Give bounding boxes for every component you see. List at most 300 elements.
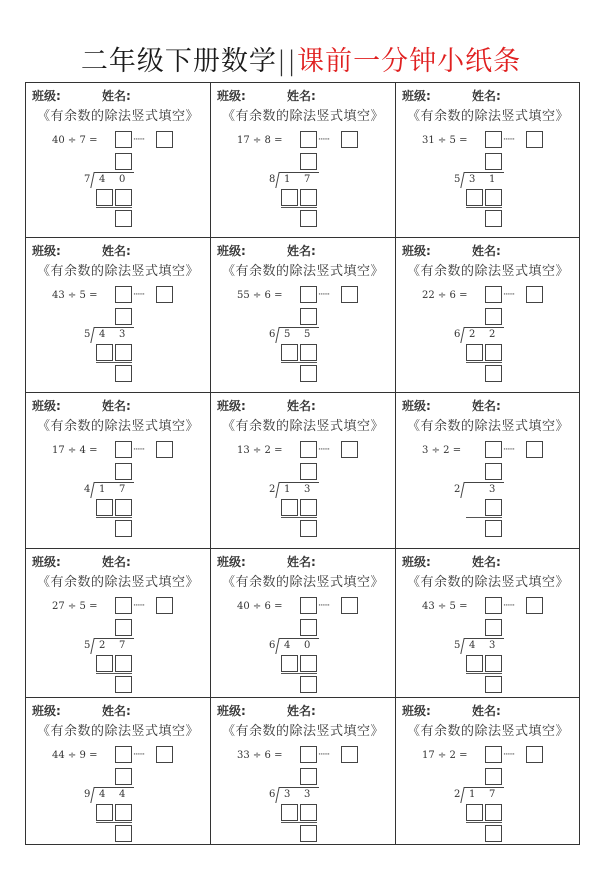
problem-slip: [211, 393, 396, 549]
slip-subtitle: 《有余数的除法竖式填空》: [221, 109, 384, 124]
equation-divisor: 2: [443, 445, 450, 456]
equation-dividend: 27: [52, 601, 65, 612]
slip-header: [402, 242, 501, 259]
remainder-box[interactable]: [300, 210, 317, 227]
vertical-quotient-box[interactable]: [300, 153, 317, 170]
equation-dividend: 43: [422, 601, 435, 612]
long-division-divisor: 6: [269, 789, 276, 800]
division-bracket: [275, 787, 281, 803]
equation-dividend: 43: [52, 290, 65, 301]
divide-sign: ÷: [437, 750, 447, 761]
dividend-digit-tens: 2: [469, 329, 476, 340]
product-ones-box[interactable]: [300, 804, 317, 821]
class-label: 班级:: [32, 555, 61, 569]
product-ones-box[interactable]: [115, 344, 132, 361]
product-ones-box[interactable]: [300, 344, 317, 361]
divide-sign: ÷: [252, 750, 262, 761]
equation: [237, 135, 282, 146]
remainder-answer-box[interactable]: [526, 746, 543, 763]
product-tens-box[interactable]: [96, 655, 113, 672]
remainder-box[interactable]: [300, 825, 317, 842]
problem-slip: [396, 549, 580, 698]
remainder-dots: ······: [133, 445, 145, 455]
remainder-dots: ······: [318, 601, 330, 611]
product-tens-box[interactable]: [466, 804, 483, 821]
slip-subtitle: 《有余数的除法竖式填空》: [406, 264, 569, 279]
dividend-digit-tens: 1: [469, 789, 476, 800]
class-label: 班级:: [402, 244, 431, 258]
dividend-digit-ones: 3: [489, 640, 496, 651]
slip-subtitle: 《有余数的除法竖式填空》: [221, 724, 384, 739]
division-bar: [279, 172, 319, 173]
divide-sign: ÷: [67, 135, 77, 146]
division-bar: [94, 482, 134, 483]
equation-divisor: 9: [79, 750, 86, 761]
vertical-quotient-box[interactable]: [300, 619, 317, 636]
quotient-answer-box[interactable]: [115, 131, 132, 148]
problem-slip: [211, 83, 396, 238]
equals-sign: =: [89, 601, 98, 612]
name-label: 姓名:: [472, 89, 501, 103]
remainder-answer-box[interactable]: [156, 131, 173, 148]
vertical-quotient-box[interactable]: [300, 308, 317, 325]
slip-header: [402, 702, 501, 719]
problem-slip: [26, 549, 211, 698]
remainder-answer-box[interactable]: [341, 131, 358, 148]
dividend-digit-ones: 7: [119, 484, 126, 495]
name-label: 姓名:: [287, 399, 316, 413]
remainder-box[interactable]: [115, 825, 132, 842]
divide-sign: ÷: [252, 290, 262, 301]
class-label: 班级:: [32, 244, 61, 258]
product-tens-box[interactable]: [281, 189, 298, 206]
dividend-digit-ones: 3: [304, 484, 311, 495]
product-ones-box[interactable]: [485, 499, 502, 516]
remainder-answer-box[interactable]: [156, 441, 173, 458]
class-label: 班级:: [32, 89, 61, 103]
equation-divisor: 8: [264, 135, 271, 146]
class-label: 班级:: [402, 399, 431, 413]
remainder-answer-box[interactable]: [156, 746, 173, 763]
remainder-box[interactable]: [485, 825, 502, 842]
subtraction-line: [466, 207, 502, 208]
vertical-quotient-box[interactable]: [115, 768, 132, 785]
subtraction-line: [96, 362, 132, 363]
name-label: 姓名:: [287, 244, 316, 258]
long-division-divisor: 9: [84, 789, 91, 800]
name-label: 姓名:: [472, 704, 501, 718]
title-slip-name: 课前一分钟小纸条: [297, 46, 522, 77]
remainder-dots: ······: [133, 290, 145, 300]
remainder-box[interactable]: [115, 365, 132, 382]
remainder-answer-box[interactable]: [341, 597, 358, 614]
equation-dividend: 17: [52, 445, 65, 456]
name-label: 姓名:: [102, 704, 131, 718]
divide-sign: ÷: [67, 445, 77, 456]
class-label: 班级:: [217, 244, 246, 258]
divide-sign: ÷: [437, 135, 447, 146]
title-grade-subject: 二年级下册数学: [80, 46, 277, 77]
division-bracket: [275, 638, 281, 654]
equation-divisor: 2: [264, 445, 271, 456]
quotient-answer-box[interactable]: [115, 286, 132, 303]
remainder-answer-box[interactable]: [526, 286, 543, 303]
vertical-quotient-box[interactable]: [485, 619, 502, 636]
quotient-answer-box[interactable]: [115, 746, 132, 763]
slip-subtitle: 《有余数的除法竖式填空》: [36, 264, 199, 279]
long-division-divisor: 4: [84, 484, 91, 495]
equation: [422, 445, 461, 456]
remainder-answer-box[interactable]: [526, 441, 543, 458]
remainder-box[interactable]: [300, 676, 317, 693]
vertical-quotient-box[interactable]: [300, 768, 317, 785]
equals-sign: =: [274, 601, 283, 612]
dividend-digit-ones: 7: [304, 174, 311, 185]
class-label: 班级:: [402, 704, 431, 718]
division-bar: [464, 482, 504, 483]
product-ones-box[interactable]: [485, 189, 502, 206]
equation: [422, 290, 467, 301]
class-label: 班级:: [32, 399, 61, 413]
division-bracket: [275, 172, 281, 188]
dividend-digit-tens: 4: [284, 640, 291, 651]
product-ones-box[interactable]: [115, 655, 132, 672]
dividend-digit-tens: 4: [99, 789, 106, 800]
remainder-answer-box[interactable]: [341, 746, 358, 763]
dividend-digit-ones: 0: [304, 640, 311, 651]
division-bracket: [90, 327, 96, 343]
divide-sign: ÷: [67, 750, 77, 761]
problem-slip: [26, 238, 211, 393]
quotient-answer-box[interactable]: [485, 286, 502, 303]
slip-header: [32, 87, 131, 104]
remainder-box[interactable]: [300, 365, 317, 382]
class-label: 班级:: [217, 704, 246, 718]
equals-sign: =: [89, 445, 98, 456]
remainder-box[interactable]: [115, 210, 132, 227]
problem-slip: [26, 83, 211, 238]
vertical-quotient-box[interactable]: [485, 463, 502, 480]
product-ones-box[interactable]: [115, 189, 132, 206]
equation-divisor: 5: [79, 601, 86, 612]
problem-slip: [211, 238, 396, 393]
equation-dividend: 40: [237, 601, 250, 612]
equation: [52, 750, 97, 761]
class-label: 班级:: [32, 704, 61, 718]
class-label: 班级:: [402, 89, 431, 103]
remainder-dots: ······: [503, 135, 515, 145]
slip-header: [402, 553, 501, 570]
name-label: 姓名:: [287, 555, 316, 569]
product-tens-box[interactable]: [281, 804, 298, 821]
problem-slip: [396, 393, 580, 549]
product-ones-box[interactable]: [485, 655, 502, 672]
dividend-digit-tens: 1: [284, 484, 291, 495]
equation: [422, 601, 467, 612]
equation: [237, 290, 282, 301]
remainder-box[interactable]: [300, 520, 317, 537]
quotient-answer-box[interactable]: [300, 286, 317, 303]
remainder-dots: ······: [503, 601, 515, 611]
slip-header: [217, 87, 316, 104]
division-bracket: [460, 327, 466, 343]
product-ones-box[interactable]: [115, 804, 132, 821]
slip-header: [402, 87, 501, 104]
division-bar: [464, 327, 504, 328]
equals-sign: =: [274, 290, 283, 301]
remainder-answer-box[interactable]: [156, 286, 173, 303]
long-division-divisor: 6: [269, 640, 276, 651]
equals-sign: =: [89, 135, 98, 146]
product-ones-box[interactable]: [115, 499, 132, 516]
name-label: 姓名:: [287, 704, 316, 718]
product-ones-box[interactable]: [485, 804, 502, 821]
equation-dividend: 44: [52, 750, 65, 761]
remainder-dots: ······: [318, 750, 330, 760]
divide-sign: ÷: [252, 135, 262, 146]
vertical-quotient-box[interactable]: [115, 153, 132, 170]
divide-sign: ÷: [437, 290, 447, 301]
quotient-answer-box[interactable]: [115, 597, 132, 614]
equation-dividend: 3: [422, 445, 429, 456]
equation-dividend: 33: [237, 750, 250, 761]
division-bracket: [275, 327, 281, 343]
equals-sign: =: [274, 445, 283, 456]
slip-header: [217, 242, 316, 259]
divide-sign: ÷: [252, 601, 262, 612]
equation: [237, 750, 282, 761]
name-label: 姓名:: [287, 89, 316, 103]
slip-header: [217, 553, 316, 570]
equation-dividend: 40: [52, 135, 65, 146]
remainder-dots: ······: [503, 750, 515, 760]
remainder-dots: ······: [133, 135, 145, 145]
division-bracket: [460, 172, 466, 188]
name-label: 姓名:: [472, 555, 501, 569]
slip-header: [217, 397, 316, 414]
division-bracket: [90, 787, 96, 803]
product-tens-box[interactable]: [281, 499, 298, 516]
vertical-quotient-box[interactable]: [485, 153, 502, 170]
class-label: 班级:: [217, 555, 246, 569]
product-ones-box[interactable]: [300, 189, 317, 206]
worksheet-grid: [25, 82, 580, 845]
subtraction-line: [96, 673, 132, 674]
long-division-divisor: 6: [269, 329, 276, 340]
product-tens-box[interactable]: [96, 344, 113, 361]
equation-divisor: 6: [264, 290, 271, 301]
division-bar: [464, 638, 504, 639]
slip-header: [217, 702, 316, 719]
subtraction-line: [281, 207, 317, 208]
division-bracket: [460, 638, 466, 654]
dividend-digit-tens: 4: [99, 174, 106, 185]
slip-subtitle: 《有余数的除法竖式填空》: [221, 264, 384, 279]
equation-divisor: 5: [449, 601, 456, 612]
vertical-quotient-box[interactable]: [115, 619, 132, 636]
remainder-dots: ······: [503, 290, 515, 300]
quotient-answer-box[interactable]: [485, 441, 502, 458]
division-bar: [279, 787, 319, 788]
quotient-answer-box[interactable]: [485, 131, 502, 148]
dividend-digit-tens: 4: [469, 640, 476, 651]
equation-dividend: 55: [237, 290, 250, 301]
slip-subtitle: 《有余数的除法竖式填空》: [221, 419, 384, 434]
product-tens-box[interactable]: [96, 804, 113, 821]
product-tens-box[interactable]: [96, 499, 113, 516]
equation: [52, 601, 97, 612]
long-division-divisor: 2: [269, 484, 276, 495]
dividend-digit-ones: 3: [119, 329, 126, 340]
divide-sign: ÷: [67, 290, 77, 301]
long-division-divisor: 8: [269, 174, 276, 185]
subtraction-line: [281, 517, 317, 518]
division-bar: [279, 482, 319, 483]
dividend-digit-tens: 2: [99, 640, 106, 651]
dividend-digit-ones: 0: [119, 174, 126, 185]
vertical-quotient-box[interactable]: [485, 768, 502, 785]
equals-sign: =: [452, 445, 462, 456]
problem-slip: [396, 698, 580, 845]
remainder-box[interactable]: [485, 676, 502, 693]
remainder-box[interactable]: [115, 676, 132, 693]
problem-slip: [211, 549, 396, 698]
product-ones-box[interactable]: [485, 344, 502, 361]
dividend-digit-tens: 5: [284, 329, 291, 340]
division-bar: [464, 172, 504, 173]
dividend-digit-tens: 1: [284, 174, 291, 185]
slip-subtitle: 《有余数的除法竖式填空》: [36, 109, 199, 124]
dividend-digit-tens: 1: [99, 484, 106, 495]
division-bar: [279, 327, 319, 328]
product-tens-box[interactable]: [466, 189, 483, 206]
problem-slip: [396, 238, 580, 393]
vertical-quotient-box[interactable]: [115, 463, 132, 480]
product-tens-box[interactable]: [281, 655, 298, 672]
subtraction-line: [96, 822, 132, 823]
remainder-box[interactable]: [485, 520, 502, 537]
divide-sign: ÷: [437, 601, 447, 612]
equation: [52, 290, 97, 301]
subtraction-line: [281, 362, 317, 363]
title-separator: ||: [276, 46, 298, 77]
remainder-box[interactable]: [115, 520, 132, 537]
remainder-box[interactable]: [485, 365, 502, 382]
name-label: 姓名:: [472, 399, 501, 413]
quotient-answer-box[interactable]: [300, 131, 317, 148]
remainder-dots: ······: [133, 750, 145, 760]
name-label: 姓名:: [102, 89, 131, 103]
equation: [422, 135, 467, 146]
long-division-divisor: 5: [84, 640, 91, 651]
dividend-digit-ones: 7: [119, 640, 126, 651]
slip-subtitle: 《有余数的除法竖式填空》: [406, 109, 569, 124]
quotient-answer-box[interactable]: [300, 746, 317, 763]
dividend-digit-ones: 5: [304, 329, 311, 340]
equation-dividend: 17: [237, 135, 250, 146]
dividend-digit-ones: 1: [489, 174, 496, 185]
equation-divisor: 5: [79, 290, 86, 301]
remainder-answer-box[interactable]: [341, 441, 358, 458]
slip-header: [402, 397, 501, 414]
quotient-answer-box[interactable]: [485, 746, 502, 763]
slip-subtitle: 《有余数的除法竖式填空》: [406, 724, 569, 739]
name-label: 姓名:: [102, 399, 131, 413]
remainder-box[interactable]: [485, 210, 502, 227]
remainder-answer-box[interactable]: [526, 131, 543, 148]
long-division-divisor: 5: [454, 640, 461, 651]
division-bracket: [460, 787, 466, 803]
dividend-digit-ones: 2: [489, 329, 496, 340]
dividend-digit-tens: 3: [284, 789, 291, 800]
remainder-answer-box[interactable]: [341, 286, 358, 303]
equals-sign: =: [459, 290, 468, 301]
remainder-dots: ······: [318, 135, 330, 145]
equation-divisor: 4: [79, 445, 86, 456]
equation-divisor: 6: [264, 601, 271, 612]
product-tens-box[interactable]: [281, 344, 298, 361]
remainder-answer-box[interactable]: [526, 597, 543, 614]
remainder-answer-box[interactable]: [156, 597, 173, 614]
remainder-dots: ······: [318, 445, 330, 455]
equals-sign: =: [459, 601, 468, 612]
quotient-answer-box[interactable]: [300, 441, 317, 458]
product-tens-box[interactable]: [466, 655, 483, 672]
slip-header: [32, 242, 131, 259]
long-division-divisor: 5: [84, 329, 91, 340]
slip-header: [32, 553, 131, 570]
equation-dividend: 22: [422, 290, 435, 301]
problem-slip: [211, 698, 396, 845]
dividend-digit-ones: 3: [304, 789, 311, 800]
long-division-divisor: 2: [454, 484, 461, 495]
divide-sign: ÷: [252, 445, 262, 456]
quotient-answer-box[interactable]: [485, 597, 502, 614]
name-label: 姓名:: [472, 244, 501, 258]
quotient-answer-box[interactable]: [115, 441, 132, 458]
vertical-quotient-box[interactable]: [485, 308, 502, 325]
equals-sign: =: [459, 750, 468, 761]
product-ones-box[interactable]: [300, 655, 317, 672]
slip-subtitle: 《有余数的除法竖式填空》: [36, 419, 199, 434]
equals-sign: =: [274, 135, 283, 146]
division-bracket: [90, 482, 96, 498]
product-tens-box[interactable]: [466, 344, 483, 361]
long-division-divisor: 6: [454, 329, 461, 340]
equation-divisor: 6: [449, 290, 456, 301]
equals-sign: =: [459, 135, 468, 146]
dividend-digit-ones: 3: [489, 484, 496, 495]
product-ones-box[interactable]: [300, 499, 317, 516]
vertical-quotient-box[interactable]: [300, 463, 317, 480]
remainder-dots: ······: [133, 601, 145, 611]
remainder-dots: ······: [503, 445, 515, 455]
long-division-divisor: 7: [84, 174, 91, 185]
division-bar: [94, 172, 134, 173]
product-tens-box[interactable]: [96, 189, 113, 206]
slip-subtitle: 《有余数的除法竖式填空》: [36, 575, 199, 590]
quotient-answer-box[interactable]: [300, 597, 317, 614]
problem-slip: [396, 83, 580, 238]
division-bar: [464, 787, 504, 788]
equals-sign: =: [274, 750, 283, 761]
equation-divisor: 7: [79, 135, 86, 146]
remainder-dots: ······: [318, 290, 330, 300]
vertical-quotient-box[interactable]: [115, 308, 132, 325]
division-bar: [94, 327, 134, 328]
equation-divisor: 6: [264, 750, 271, 761]
division-bar: [94, 787, 134, 788]
